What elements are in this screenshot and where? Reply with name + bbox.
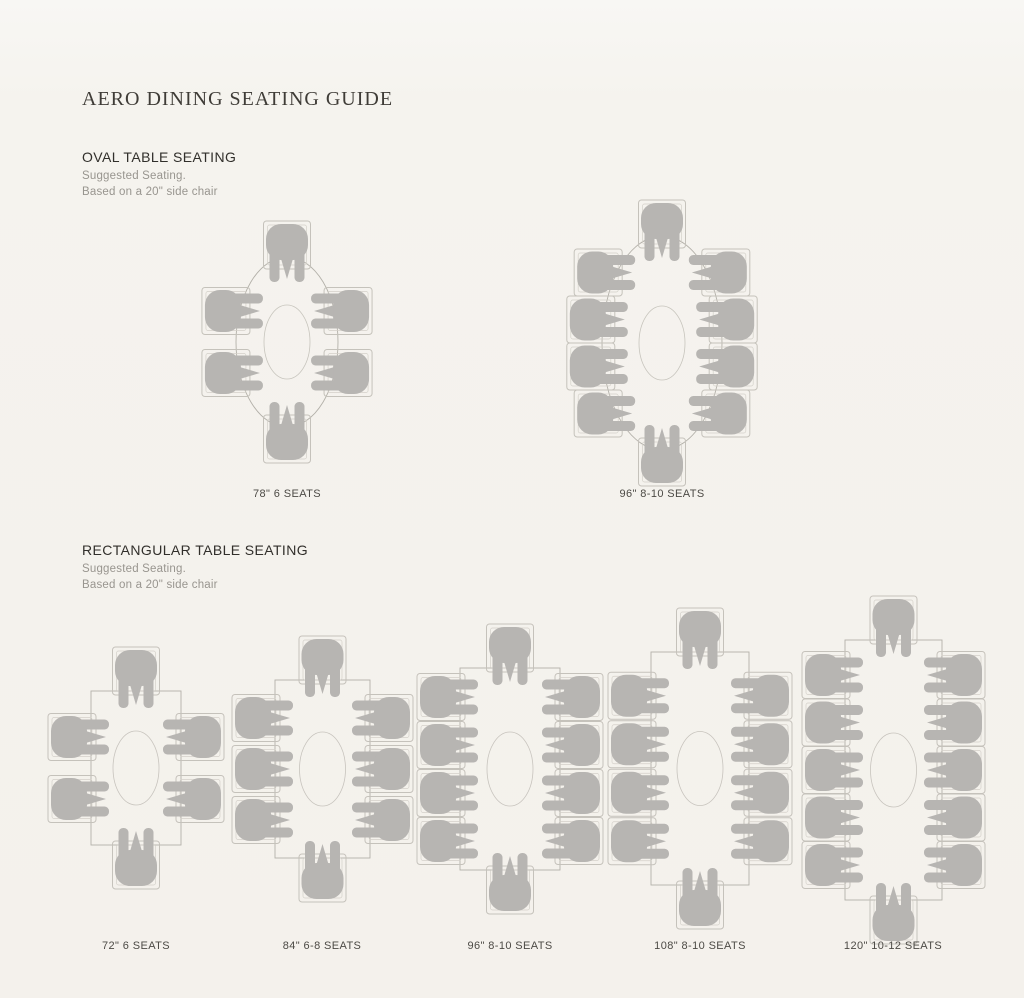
person-silhouette-icon <box>611 674 669 716</box>
oval-section-heading: OVAL TABLE SEATING <box>82 149 237 165</box>
chair-with-person-icon <box>574 390 635 437</box>
person-silhouette-icon <box>301 639 343 697</box>
chair-with-person-icon <box>542 770 603 817</box>
person-silhouette-icon <box>611 723 669 765</box>
oval-table-topview <box>184 205 390 479</box>
person-silhouette-icon <box>570 299 628 341</box>
rectangular-table-topview <box>793 588 994 952</box>
person-silhouette-icon <box>679 868 721 926</box>
person-silhouette-icon <box>679 611 721 669</box>
person-silhouette-icon <box>924 844 982 886</box>
person-silhouette-icon <box>696 346 754 388</box>
person-silhouette-icon <box>266 224 308 282</box>
chair-with-person-icon <box>802 794 863 841</box>
chair-with-person-icon <box>731 769 792 816</box>
person-silhouette-icon <box>420 820 478 862</box>
chair-with-person-icon <box>542 818 603 865</box>
rect-note-line2: Based on a 20" side chair <box>82 579 218 592</box>
person-silhouette-icon <box>805 654 863 696</box>
chair-with-person-icon <box>417 770 478 817</box>
chair-with-person-icon <box>870 596 917 657</box>
chair-with-person-icon <box>202 288 263 335</box>
person-silhouette-icon <box>577 252 635 294</box>
person-silhouette-icon <box>489 627 531 685</box>
chair-with-person-icon <box>608 720 669 767</box>
chair-with-person-icon <box>924 652 985 699</box>
chair-with-person-icon <box>48 714 109 761</box>
person-silhouette-icon <box>51 778 109 820</box>
chair-with-person-icon <box>802 747 863 794</box>
chair-with-person-icon <box>352 797 413 844</box>
person-silhouette-icon <box>51 716 109 758</box>
chair-with-person-icon <box>696 343 757 390</box>
person-silhouette-icon <box>731 771 789 813</box>
person-silhouette-icon <box>611 771 669 813</box>
person-silhouette-icon <box>352 748 410 790</box>
rect-note-line1: Suggested Seating. <box>82 563 186 575</box>
chair-with-person-icon <box>802 652 863 699</box>
person-silhouette-icon <box>924 749 982 791</box>
table-diagram-rect-72 <box>39 639 233 897</box>
person-silhouette-icon <box>301 841 343 899</box>
person-silhouette-icon <box>924 654 982 696</box>
chair-with-person-icon <box>232 695 293 742</box>
chair-with-person-icon <box>417 674 478 721</box>
table-diagram-oval-78 <box>184 205 390 479</box>
chair-with-person-icon <box>487 853 534 914</box>
chair-with-person-icon <box>924 842 985 889</box>
person-silhouette-icon <box>924 797 982 839</box>
chair-with-person-icon <box>264 402 311 463</box>
chair-with-person-icon <box>542 674 603 721</box>
chair-with-person-icon <box>113 647 160 708</box>
person-silhouette-icon <box>542 820 600 862</box>
seat-count-label-rect-108: 108" 8-10 SEATS <box>654 940 746 952</box>
person-silhouette-icon <box>542 772 600 814</box>
person-silhouette-icon <box>689 252 747 294</box>
person-silhouette-icon <box>235 697 293 739</box>
chair-with-person-icon <box>417 818 478 865</box>
chair-with-person-icon <box>232 746 293 793</box>
chair-with-person-icon <box>731 720 792 767</box>
person-silhouette-icon <box>924 702 982 744</box>
chair-with-person-icon <box>639 200 686 261</box>
person-silhouette-icon <box>805 797 863 839</box>
person-silhouette-icon <box>266 402 308 460</box>
chair-with-person-icon <box>487 624 534 685</box>
chair-with-person-icon <box>696 296 757 343</box>
person-silhouette-icon <box>235 799 293 841</box>
oval-section-note <box>82 168 218 201</box>
chair-with-person-icon <box>417 722 478 769</box>
chair-with-person-icon <box>299 841 346 902</box>
person-silhouette-icon <box>570 346 628 388</box>
chair-with-person-icon <box>802 842 863 889</box>
person-silhouette-icon <box>542 724 600 766</box>
table-diagram-oval-96 <box>550 184 774 502</box>
person-silhouette-icon <box>696 299 754 341</box>
oval-note-line1: Suggested Seating. <box>82 170 186 182</box>
rectangular-section-note <box>82 561 218 594</box>
chair-with-person-icon <box>689 390 750 437</box>
chair-with-person-icon <box>542 722 603 769</box>
chair-with-person-icon <box>567 296 628 343</box>
seat-count-label-rect-96: 96" 8-10 SEATS <box>467 940 553 952</box>
chair-with-person-icon <box>731 672 792 719</box>
chair-with-person-icon <box>202 350 263 397</box>
rectangular-table-topview <box>39 639 233 897</box>
person-silhouette-icon <box>205 290 263 332</box>
table-diagram-rect-120 <box>793 588 994 952</box>
chair-with-person-icon <box>689 249 750 296</box>
person-silhouette-icon <box>542 676 600 718</box>
chair-with-person-icon <box>608 769 669 816</box>
person-silhouette-icon <box>115 650 157 708</box>
person-silhouette-icon <box>731 674 789 716</box>
chair-with-person-icon <box>352 746 413 793</box>
person-silhouette-icon <box>420 772 478 814</box>
chair-with-person-icon <box>574 249 635 296</box>
person-silhouette-icon <box>731 723 789 765</box>
oval-table-topview <box>550 184 774 502</box>
chair-with-person-icon <box>311 350 372 397</box>
person-silhouette-icon <box>115 828 157 886</box>
person-silhouette-icon <box>872 599 914 657</box>
chair-with-person-icon <box>870 883 917 944</box>
seat-count-label-rect-84: 84" 6-8 SEATS <box>282 940 362 952</box>
chair-with-person-icon <box>311 288 372 335</box>
chair-with-person-icon <box>802 699 863 746</box>
person-silhouette-icon <box>641 425 683 483</box>
chair-with-person-icon <box>264 221 311 282</box>
chair-with-person-icon <box>113 828 160 889</box>
person-silhouette-icon <box>420 676 478 718</box>
table-diagram-rect-96 <box>408 616 612 922</box>
person-silhouette-icon <box>805 844 863 886</box>
seat-count-label-oval-78: 78" 6 SEATS <box>252 488 322 500</box>
chair-with-person-icon <box>677 608 724 669</box>
chair-with-person-icon <box>924 747 985 794</box>
chair-with-person-icon <box>608 817 669 864</box>
chair-with-person-icon <box>163 776 224 823</box>
person-silhouette-icon <box>641 203 683 261</box>
person-silhouette-icon <box>352 799 410 841</box>
person-silhouette-icon <box>731 820 789 862</box>
chair-with-person-icon <box>299 636 346 697</box>
chair-with-person-icon <box>232 797 293 844</box>
rectangular-table-topview <box>408 616 612 922</box>
rectangular-table-topview <box>223 628 422 910</box>
person-silhouette-icon <box>805 702 863 744</box>
person-silhouette-icon <box>689 393 747 435</box>
person-silhouette-icon <box>872 883 914 941</box>
table-diagram-rect-108 <box>599 600 801 937</box>
page-title: AERO DINING SEATING GUIDE <box>82 88 394 110</box>
table-diagram-rect-84 <box>223 628 422 910</box>
person-silhouette-icon <box>805 749 863 791</box>
chair-with-person-icon <box>163 714 224 761</box>
person-silhouette-icon <box>311 352 369 394</box>
seat-count-label-rect-72: 72" 6 SEATS <box>101 940 171 952</box>
chair-with-person-icon <box>608 672 669 719</box>
chair-with-person-icon <box>731 817 792 864</box>
person-silhouette-icon <box>420 724 478 766</box>
person-silhouette-icon <box>235 748 293 790</box>
rectangular-section-heading: RECTANGULAR TABLE SEATING <box>82 542 309 558</box>
person-silhouette-icon <box>311 290 369 332</box>
person-silhouette-icon <box>611 820 669 862</box>
person-silhouette-icon <box>577 393 635 435</box>
chair-with-person-icon <box>567 343 628 390</box>
person-silhouette-icon <box>163 716 221 758</box>
seat-count-label-rect-120: 120" 10-12 SEATS <box>843 940 943 952</box>
oval-note-line2: Based on a 20" side chair <box>82 186 218 199</box>
chair-with-person-icon <box>924 794 985 841</box>
seat-count-label-oval-96: 96" 8-10 SEATS <box>619 488 705 500</box>
chair-with-person-icon <box>352 695 413 742</box>
chair-with-person-icon <box>924 699 985 746</box>
person-silhouette-icon <box>163 778 221 820</box>
chair-with-person-icon <box>639 425 686 486</box>
chair-with-person-icon <box>677 868 724 929</box>
person-silhouette-icon <box>205 352 263 394</box>
person-silhouette-icon <box>489 853 531 911</box>
person-silhouette-icon <box>352 697 410 739</box>
chair-with-person-icon <box>48 776 109 823</box>
rectangular-table-topview <box>599 600 801 937</box>
